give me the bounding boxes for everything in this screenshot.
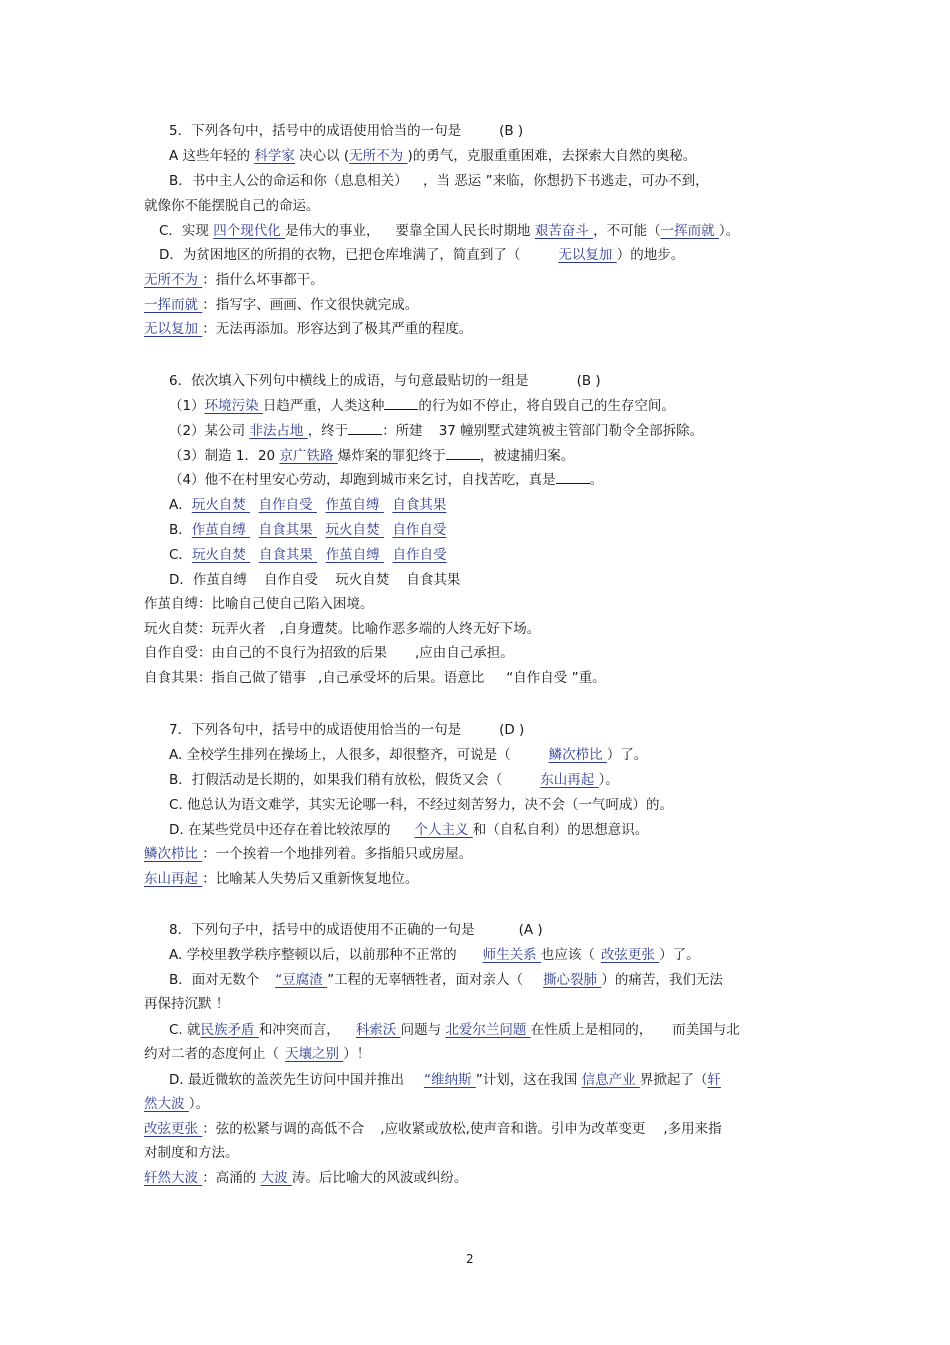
q5-option-d: D．为贫困地区的所捐的衣物，已把仓库堆满了，简直到了（ 无以复加 ）的地步。 <box>159 247 685 263</box>
q6-option-d: D．作茧自缚 自作自受 玩火自焚 自食其果 <box>169 572 461 588</box>
q8-gloss-2: 轩然大波 ：高涌的 大波 涛。后比喻大的风波或纠纷。 <box>144 1170 468 1186</box>
q5-gloss-3: 无以复加 ：无法再添加。形容达到了极其严重的程度。 <box>144 321 473 337</box>
q7-gloss-2: 东山再起 ：比喻某人失势后又重新恢复地位。 <box>144 871 419 887</box>
q7-gloss-1: 鳞次栉比 ：一个挨着一个地排列着。多指船只或房屋。 <box>144 846 473 862</box>
q5-stem: 5．下列各句中，括号中的成语使用恰当的一句是 (B ) <box>169 123 524 139</box>
q8-gloss-1-cont: 对制度和方法。 <box>144 1145 239 1161</box>
q6-explain-1: 作茧自缚：比喻自己使自己陷入困境。 <box>144 596 374 612</box>
q6-explain-2: 玩火自焚：玩弄火者 ,自身遭焚。比喻作恶多端的人终无好下场。 <box>144 621 541 637</box>
q7-option-d: D. 在某些党员中还存在着比较浓厚的 个人主义 和（自私自利）的思想意识。 <box>169 822 649 838</box>
q8-option-b-cont: 再保持沉默 ！ <box>144 996 230 1012</box>
q8-option-d-cont: 然大波 ）。 <box>144 1096 210 1112</box>
q5-option-a: A 这些年轻的 科学家 决心以 (无所不为 )的勇气，克服重重困难，去探索大自然的奥秘。 <box>169 148 697 164</box>
q8-option-a: A. 学校里教学秩序整顿以后，以前那种不正常的 师生关系 也应该（ 改弦更张 ）了。 <box>169 947 700 963</box>
q7-option-c: C. 他总认为语文难学，其实无论哪一科，不经过刻苦努力，决不会（一气呵成）的。 <box>169 797 674 813</box>
q6-explain-4: 自食其果：指自己做了错事 ,自己承受坏的后果。语意比 “自作自受 ”重。 <box>144 670 606 686</box>
q6-stem: 6．依次填入下列句中横线上的成语，与句意最贴切的一组是 (B ) <box>169 373 601 389</box>
q6-option-c: C．玩火自焚 自食其果 作茧自缚 自作自受 <box>169 547 447 563</box>
q6-option-b: B．作茧自缚 自食其果 玩火自焚 自作自受 <box>169 522 447 538</box>
q6-sentence-2: （2）某公司 非法占地 ，终于 ：所建 37 幢别墅式建筑被主管部门勒令全部拆除。 <box>169 423 704 439</box>
q7-option-b: B．打假活动是长期的，如果我们稍有放松，假货又会（ 东山再起 ）。 <box>169 772 619 788</box>
q6-sentence-3: （3）制造 1．20 京广铁路 爆炸案的罪犯终于 ，被逮捕归案。 <box>169 448 575 464</box>
q6-explain-3: 自作自受：由自己的不良行为招致的后果 ,应由自己承担。 <box>144 645 514 661</box>
q6-option-a: A．玩火自焚 自作自受 作茧自缚 自食其果 <box>169 497 447 513</box>
q7-stem: 7．下列各句中，括号中的成语使用恰当的一句是 (D ) <box>169 722 525 738</box>
q6-sentence-4: （4）他不在村里安心劳动，却跑到城市来乞讨，自找苦吃，真是 。 <box>169 472 604 488</box>
q6-sentence-1: （1）环境污染 日趋严重，人类这种 的行为如不停止，将自毁自己的生存空间。 <box>169 398 675 414</box>
q8-option-b: B．面对无数个 “豆腐渣 ”工程的无辜牺牲者，面对亲人（ 撕心裂肺 ）的痛苦，我们无法 <box>169 972 723 988</box>
q8-option-d: D. 最近微软的盖茨先生访问中国并推出 “维纳斯 ”计划，这在我国 信息产业 界掀起了（轩 <box>169 1072 721 1088</box>
q5-option-b-cont: 就像你不能摆脱自己的命运。 <box>144 198 320 214</box>
q8-option-c-cont: 约对二者的态度何止（ 天壤之别 ）！ <box>144 1046 371 1062</box>
page-number: 2 <box>466 1252 474 1266</box>
q5-option-c: C．实现 四个现代化 是伟大的事业， 要靠全国人民长时期地 艰苦奋斗 ，不可能（一挥而就 ）。 <box>159 223 740 239</box>
q8-option-c: C. 就民族矛盾 和冲突而言， 科索沃 问题与 北爱尔兰问题 在性质上是相同的， 而美国与北 <box>169 1022 740 1038</box>
q5-option-b: B．书中主人公的命运和你（息息相关） ，当 恶运 ”来临，你想扔下书逃走，可办不到， <box>169 173 709 189</box>
q5-gloss-2: 一挥而就 ：指写字、画画、作文很快就完成。 <box>144 297 419 313</box>
q8-stem: 8．下列句子中，括号中的成语使用不正确的一句是 (A ) <box>169 922 543 938</box>
q8-gloss-1: 改弦更张 ：弦的松紧与调的高低不合 ,应收紧或放松,使声音和谐。引申为改革变更 ,多用来指 <box>144 1121 722 1137</box>
q5-gloss-1: 无所不为 ：指什么坏事都干。 <box>144 272 324 288</box>
q7-option-a: A. 全校学生排列在操场上，人很多，却很整齐，可说是（ 鳞次栉比 ）了。 <box>169 747 648 763</box>
